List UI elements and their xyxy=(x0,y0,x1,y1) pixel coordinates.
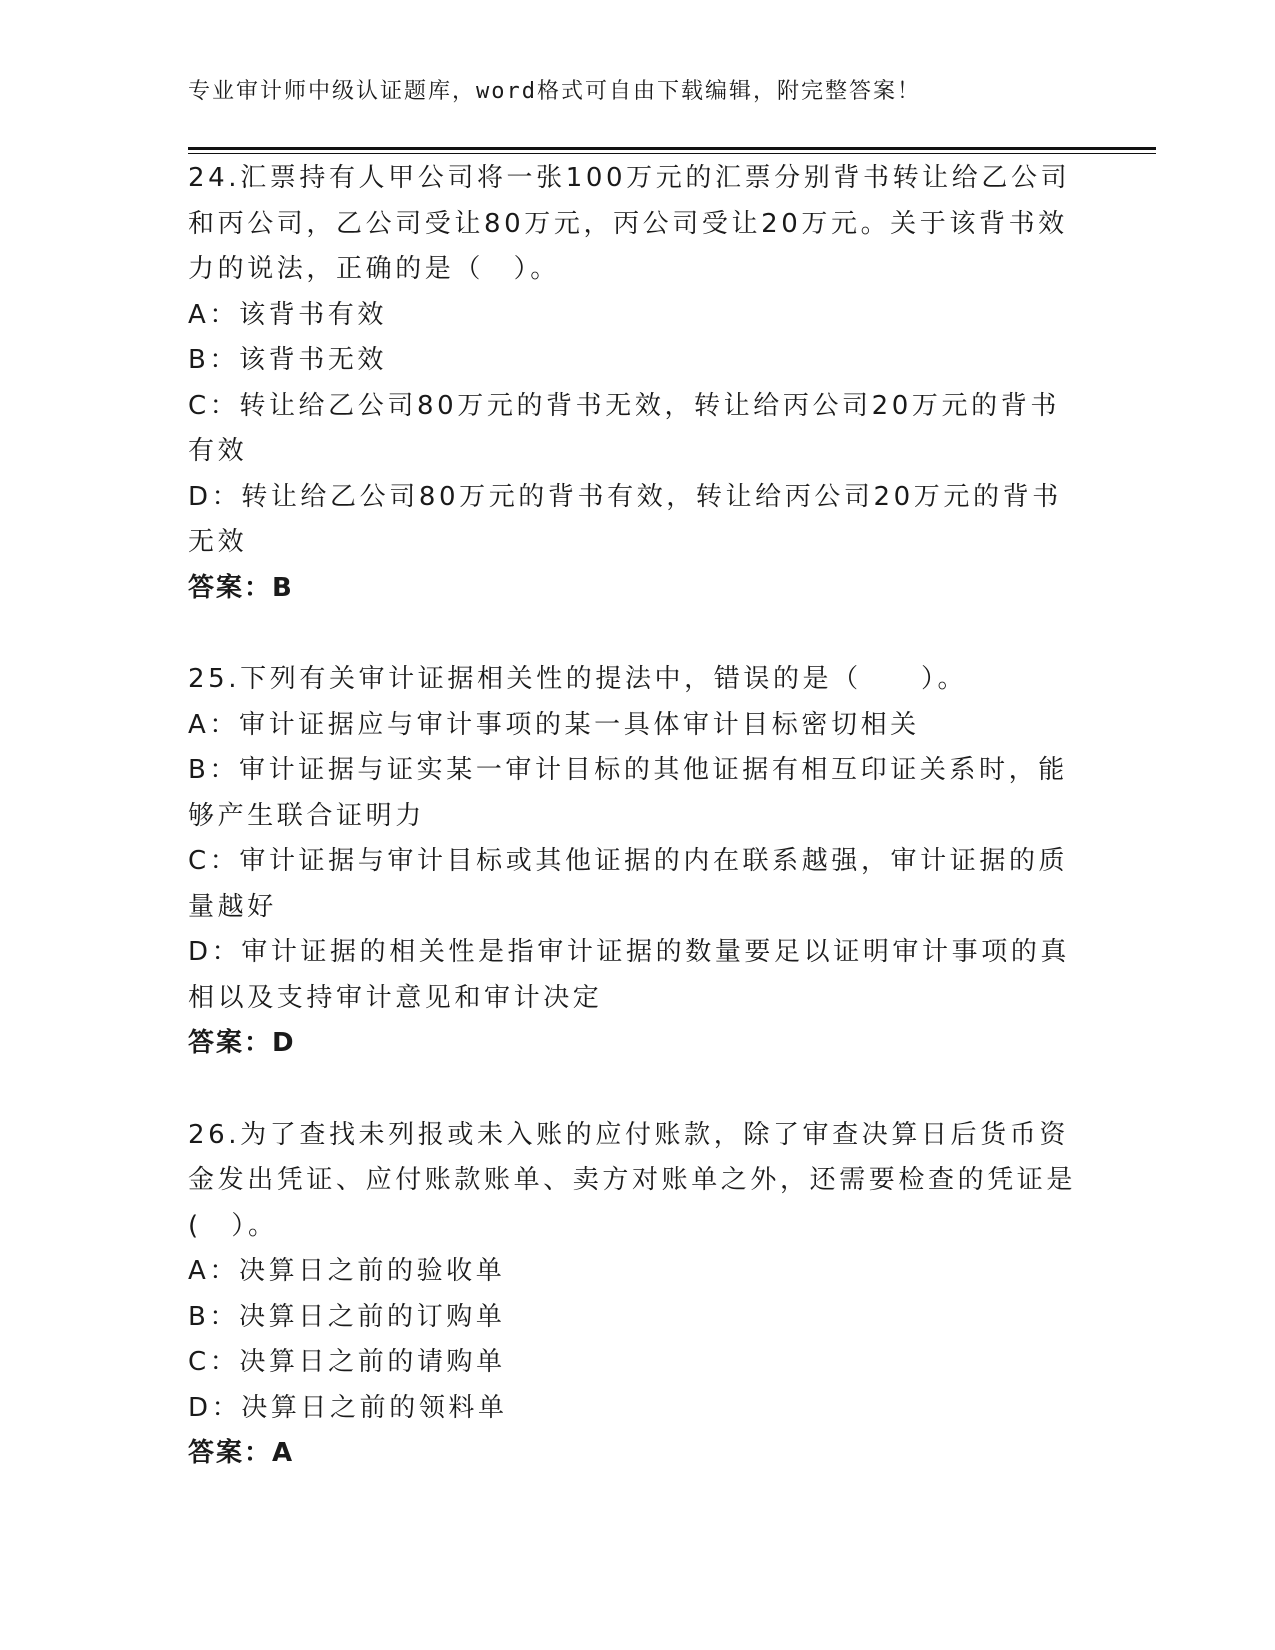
question-24 xyxy=(188,156,1078,611)
option-b: B：该背书无效 xyxy=(188,345,388,375)
question-list xyxy=(188,156,1078,1523)
header-divider-thin xyxy=(188,153,1156,154)
page-header: 专业审计师中级认证题库，word格式可自由下载编辑，附完整答案！ xyxy=(188,79,921,104)
question-stem: 24.汇票持有人甲公司将一张100万元的汇票分别背书转让给乙公司和丙公司，乙公司受让80万元，丙公司受让20万元。关于该背书效力的说法，正确的是（ ）。 xyxy=(188,163,1071,284)
option-a: A：该背书有效 xyxy=(188,299,387,330)
option-c: C：决算日之前的请购单 xyxy=(188,1347,506,1377)
option-a: A：审计证据应与审计事项的某一具体审计目标密切相关 xyxy=(188,709,920,740)
option-b: B：决算日之前的订购单 xyxy=(188,1301,506,1332)
answer-label: 答案：B xyxy=(188,572,294,603)
header-divider-thick xyxy=(188,147,1156,150)
question-25 xyxy=(188,657,1078,1067)
answer-label: 答案：A xyxy=(188,1438,295,1468)
option-a: A：决算日之前的验收单 xyxy=(188,1256,506,1286)
question-26 xyxy=(188,1113,1078,1477)
option-c: C：转让给乙公司80万元的背书无效，转让给丙公司20万元的背书有效 xyxy=(188,390,1060,466)
option-d: D：决算日之前的领料单 xyxy=(188,1392,508,1423)
option-d: D：审计证据的相关性是指审计证据的数量要足以证明审计事项的真相以及支持审计意见和审计决定 xyxy=(188,937,1071,1013)
question-stem: 26.为了查找未列报或未入账的应付账款，除了审查决算日后货币资金发出凭证、应付账款账单、卖方对账单之外，还需要检查的凭证是( ）。 xyxy=(188,1119,1077,1241)
option-b: B：审计证据与证实某一审计目标的其他证据有相互印证关系时，能够产生联合证明力 xyxy=(188,755,1068,831)
option-c: C：审计证据与审计目标或其他证据的内在联系越强，审计证据的质量越好 xyxy=(188,846,1069,922)
answer-label: 答案：D xyxy=(188,1028,296,1058)
option-d: D：转让给乙公司80万元的背书有效，转让给丙公司20万元的背书无效 xyxy=(188,481,1062,557)
question-stem: 25.下列有关审计证据相关性的提法中，错误的是（ ）。 xyxy=(188,664,968,694)
